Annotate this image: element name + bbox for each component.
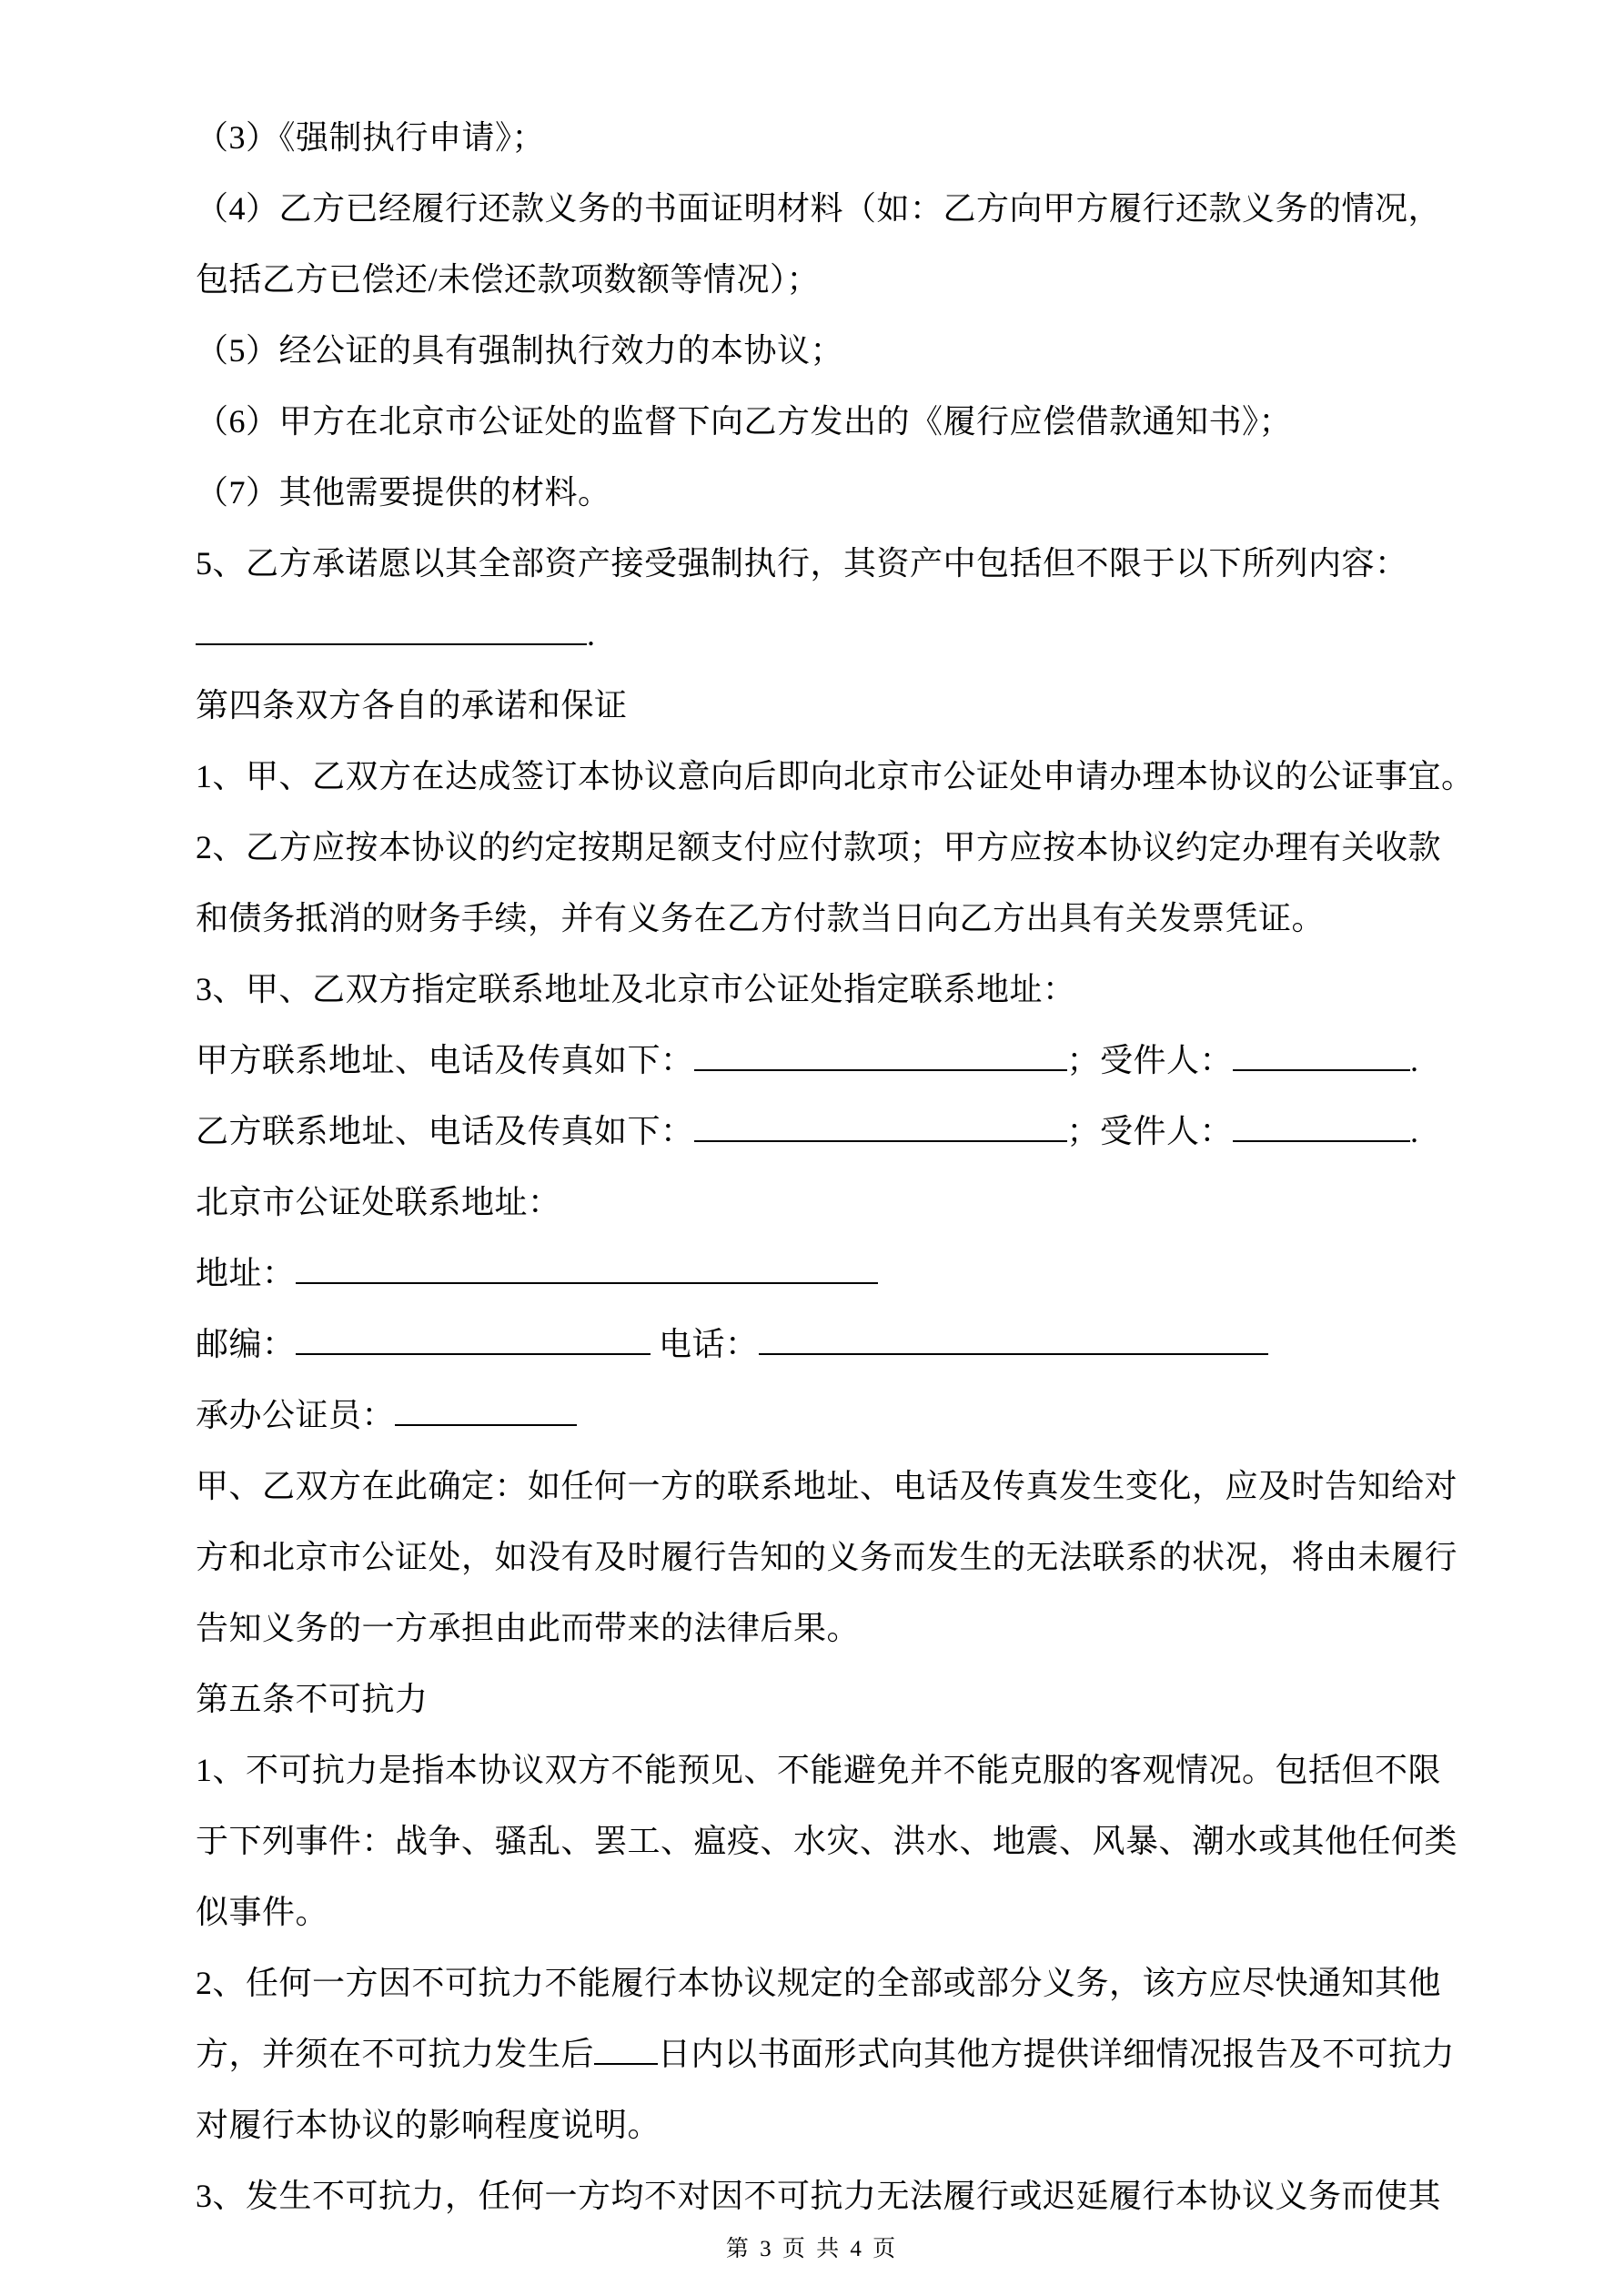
- document-line: [196, 1805, 1508, 1876]
- blank-underline: [694, 1137, 1067, 1142]
- line-text: ；受件人：: [1066, 1042, 1234, 1078]
- document-line: [196, 741, 1508, 812]
- document-line: [196, 1947, 1508, 2018]
- page-footer: 第 3 页 共 4 页: [725, 2237, 899, 2261]
- line-text: 2、任何一方因不可抗力不能履行本协议规定的全部或部分义务，该方应尽快通知其他: [196, 1965, 1442, 2001]
- document-line: [196, 1025, 1508, 1096]
- blank-underline: [1233, 1066, 1410, 1071]
- document-line: [196, 954, 1508, 1025]
- line-text: （5）经公证的具有强制执行效力的本协议；: [196, 332, 844, 369]
- line-text: 方，并须在不可抗力发生后: [196, 2036, 595, 2072]
- line-text: .: [1410, 1042, 1419, 1078]
- document-line: [196, 812, 1508, 883]
- line-text: 承办公证员：: [196, 1397, 396, 1433]
- document-line: [196, 1664, 1508, 1735]
- line-text: （6）甲方在北京市公证处的监督下向乙方发出的《履行应偿借款通知书》；: [196, 403, 1293, 440]
- line-text: .: [587, 616, 596, 652]
- document-line: [196, 244, 1508, 315]
- blank-underline: [694, 1066, 1067, 1071]
- document-line: [196, 1380, 1508, 1451]
- line-text: 北京市公证处联系地址：: [196, 1184, 561, 1220]
- document-line: [196, 457, 1508, 528]
- line-text: 1、不可抗力是指本协议双方不能预见、不能避免并不能克服的客观情况。包括但不限: [196, 1752, 1442, 1788]
- line-text: 包括乙方已偿还/未偿还款项数额等情况）；: [196, 261, 821, 298]
- document-line: [196, 1593, 1508, 1664]
- line-text: 对履行本协议的影响程度说明。: [196, 2107, 661, 2143]
- document-line: [196, 1167, 1508, 1238]
- document-line: [196, 2018, 1508, 2089]
- line-text: 告知义务的一方承担由此而带来的法律后果。: [196, 1610, 861, 1646]
- line-text: 2、乙方应按本协议的约定按期足额支付应付款项；甲方应按本协议约定办理有关收款: [196, 829, 1442, 865]
- line-text: 邮编：: [196, 1326, 296, 1362]
- document-line: [196, 599, 1508, 670]
- blank-underline: [1233, 1137, 1410, 1142]
- document-line: [196, 1735, 1508, 1805]
- document-line: [196, 2089, 1508, 2160]
- line-text: 1、甲、乙双方在达成签订本协议意向后即向北京市公证处申请办理本协议的公证事宜。: [196, 758, 1475, 794]
- blank-underline: [395, 1421, 577, 1426]
- document-line: [196, 386, 1508, 457]
- line-text: ；受件人：: [1066, 1113, 1234, 1149]
- document-line: [196, 883, 1508, 954]
- line-text: 甲方联系地址、电话及传真如下：: [196, 1042, 694, 1078]
- document-line: [196, 528, 1508, 599]
- line-text: 乙方联系地址、电话及传真如下：: [196, 1113, 694, 1149]
- document-line: [196, 670, 1508, 741]
- line-text: 于下列事件：战争、骚乱、罢工、瘟疫、水灾、洪水、地震、风暴、潮水或其他任何类: [196, 1823, 1458, 1859]
- document-line: [196, 1096, 1508, 1167]
- document-line: [196, 102, 1508, 173]
- line-text: 5、乙方承诺愿以其全部资产接受强制执行，其资产中包括但不限于以下所列内容：: [196, 545, 1408, 582]
- document-line: [196, 1238, 1508, 1309]
- document-line: [196, 315, 1508, 386]
- document-line: [196, 1451, 1508, 1522]
- document-line: [196, 1309, 1508, 1380]
- line-text: （4）乙方已经履行还款义务的书面证明材料（如：乙方向甲方履行还款义务的情况，: [196, 190, 1442, 227]
- line-text: （3）《强制执行申请》；: [196, 119, 546, 156]
- line-text: 甲、乙双方在此确定：如任何一方的联系地址、电话及传真发生变化，应及时告知给对: [196, 1468, 1458, 1504]
- blank-underline: [296, 1279, 878, 1284]
- line-text: 日内以书面形式向其他方提供详细情况报告及不可抗力: [658, 2036, 1456, 2072]
- line-text: 3、发生不可抗力，任何一方均不对因不可抗力无法履行或迟延履行本协议义务而使其: [196, 2178, 1442, 2214]
- line-text: 3、甲、乙双方指定联系地址及北京市公证处指定联系地址：: [196, 971, 1076, 1007]
- line-text: 方和北京市公证处，如没有及时履行告知的义务而发生的无法联系的状况，将由未履行: [196, 1539, 1458, 1575]
- line-text: 第四条双方各自的承诺和保证: [196, 687, 628, 723]
- line-text: 似事件。: [196, 1894, 329, 1930]
- document-line: [196, 1522, 1508, 1593]
- line-text: 第五条不可抗力: [196, 1681, 429, 1717]
- line-text: 电话：: [650, 1326, 759, 1362]
- line-text: .: [1410, 1113, 1419, 1149]
- document-line: [196, 2160, 1508, 2231]
- blank-underline: [594, 2059, 658, 2065]
- line-text: 和债务抵消的财务手续，并有义务在乙方付款当日向乙方出具有关发票凭证。: [196, 900, 1326, 936]
- blank-underline: [759, 1350, 1268, 1355]
- blank-underline: [196, 640, 587, 645]
- document-line: [196, 1876, 1508, 1947]
- line-text: 地址：: [196, 1255, 296, 1291]
- blank-underline: [296, 1350, 651, 1355]
- document-body: [196, 102, 1508, 2231]
- document-line: [196, 173, 1508, 244]
- line-text: （7）其他需要提供的材料。: [196, 474, 611, 511]
